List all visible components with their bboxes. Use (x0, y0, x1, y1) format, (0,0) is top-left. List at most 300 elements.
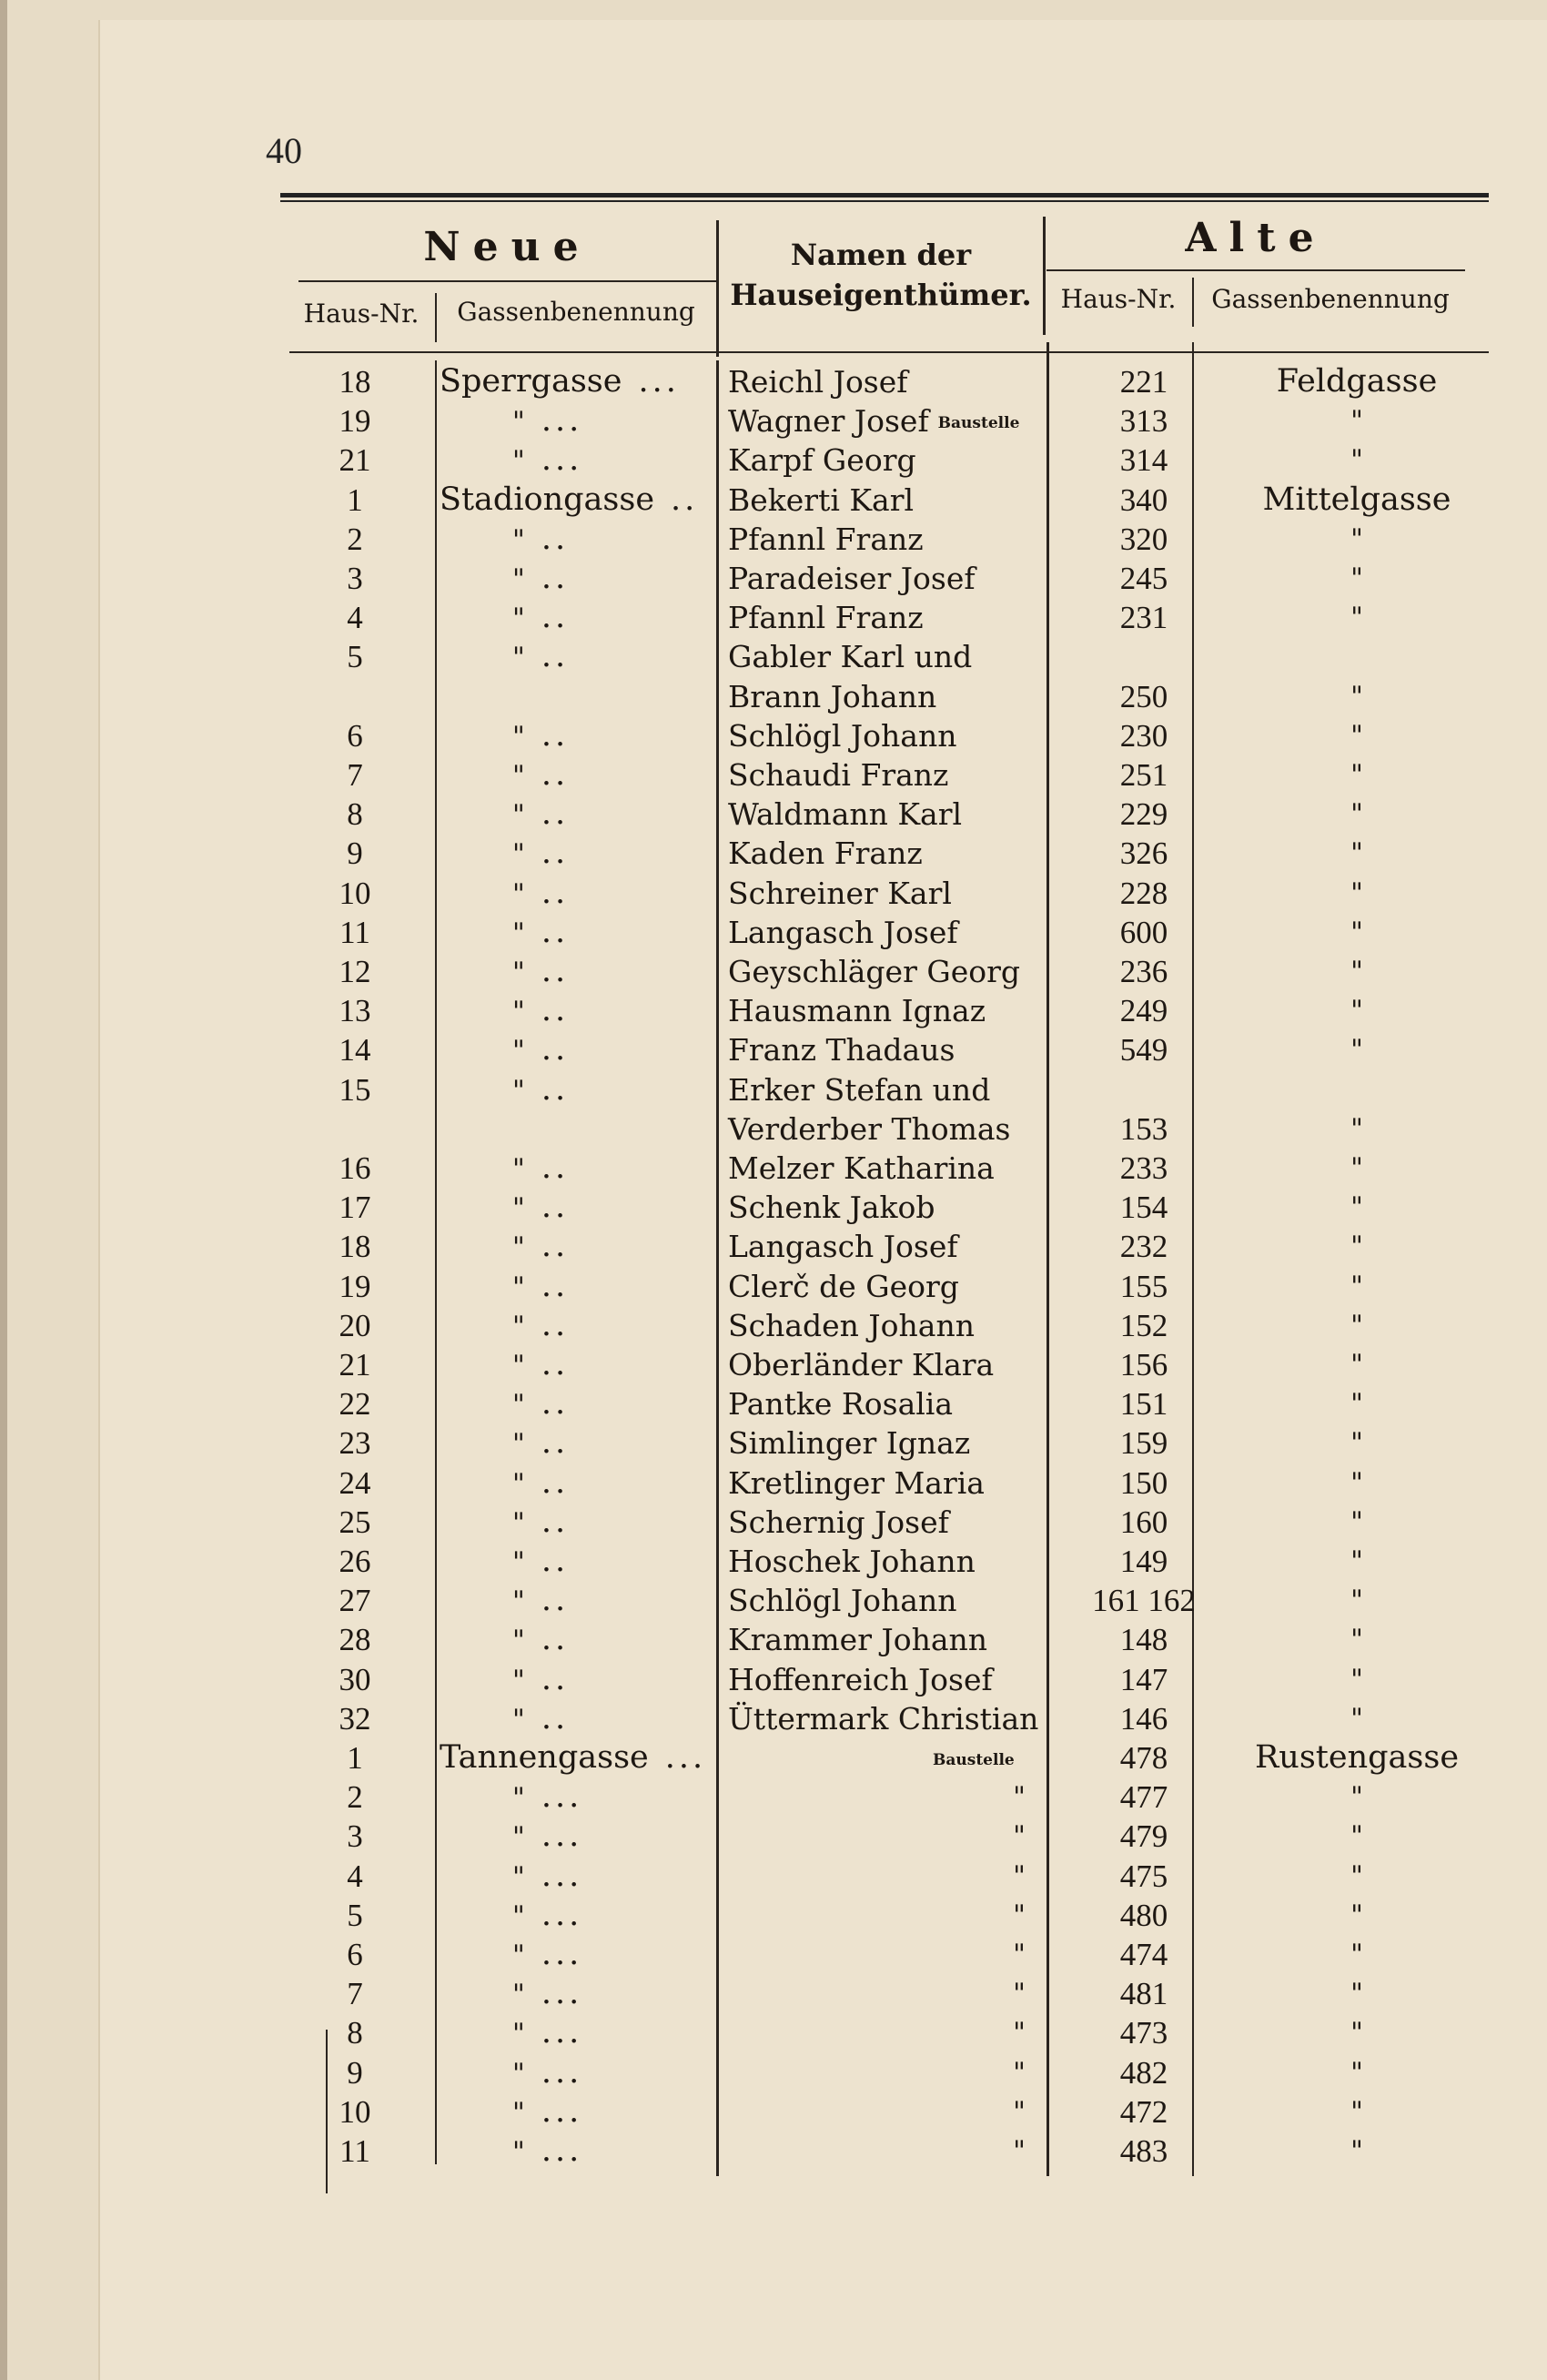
old-street-name: " (1350, 1152, 1363, 1184)
owner-cell (728, 637, 1056, 679)
leader-dots: ... (541, 1857, 583, 1894)
owner-name: Hoffenreich Josef (728, 1661, 993, 1697)
owner-ditto-mark: " (1013, 1978, 1026, 2010)
new-street-cell (440, 1857, 713, 1897)
leader-dots: .. (541, 795, 570, 833)
header-old-street: Gassenbenennung (1211, 284, 1450, 314)
table-row (0, 637, 1547, 676)
new-street-cell (440, 716, 713, 756)
old-street-name: " (1350, 719, 1363, 752)
new-street-cell (440, 795, 713, 835)
new-house-number: 30 (339, 1661, 371, 1697)
new-street-name: " (512, 917, 525, 949)
new-house-number: 12 (339, 954, 371, 989)
new-street-name: " (512, 642, 525, 674)
old-house-number: 474 (1119, 1937, 1168, 1972)
owner-name: Waldmann Karl (728, 796, 963, 833)
new-street-cell (440, 362, 713, 401)
new-street-cell (440, 677, 713, 716)
new-street-cell (440, 1738, 713, 1777)
table-row (0, 481, 1547, 520)
header-old-group: Alte (1185, 215, 1327, 261)
top-double-rule (280, 193, 1489, 202)
new-street-cell (440, 559, 713, 599)
new-house-number: 19 (339, 1268, 371, 1304)
leader-dots: .. (541, 1621, 570, 1658)
new-street-cell (440, 991, 713, 1031)
new-street-cell (440, 1345, 713, 1385)
owner-cell (728, 1503, 1056, 1544)
header-rule-new (298, 280, 716, 282)
old-house-number: 245 (1119, 561, 1168, 596)
table-row (0, 1306, 1547, 1345)
table-row (0, 1149, 1547, 1188)
old-street-name: " (1350, 522, 1363, 555)
new-street-cell (440, 1620, 713, 1660)
leader-dots: ... (541, 1778, 583, 1816)
new-street-cell (440, 1306, 713, 1346)
old-house-number: 475 (1119, 1858, 1168, 1894)
owner-name: Oberländer Klara (728, 1347, 995, 1382)
leader-dots: .. (541, 1306, 570, 1343)
header-rule-old (1046, 269, 1465, 271)
new-street-cell (440, 1188, 713, 1228)
table-row (0, 1620, 1547, 1659)
new-street-name: " (512, 603, 525, 635)
old-street-name: " (1350, 759, 1363, 791)
old-house-number: 481 (1119, 1976, 1168, 2012)
owner-name: Franz Thadaus (728, 1032, 956, 1068)
new-street-cell (440, 1542, 713, 1582)
table-row (0, 1227, 1547, 1266)
old-house-number: 314 (1119, 442, 1168, 479)
old-house-number: 146 (1119, 1700, 1168, 1737)
table-row (0, 1463, 1547, 1503)
new-street-name: " (512, 2057, 525, 2090)
table-row (0, 1777, 1547, 1817)
new-street-name: " (512, 1546, 525, 1578)
owner-cell (728, 874, 1056, 916)
old-house-number: 150 (1119, 1464, 1168, 1501)
old-street-name: " (1350, 1702, 1363, 1735)
owner-name: Schaudi Franz (728, 757, 949, 793)
leader-dots: ... (541, 2092, 583, 2130)
owner-ditto-mark: " (1013, 1939, 1026, 1970)
leader-dots: .. (541, 638, 570, 675)
owner-cell (728, 1384, 1056, 1426)
new-street-cell (440, 834, 713, 874)
new-house-number: 18 (339, 1229, 371, 1265)
old-house-number: 232 (1119, 1229, 1168, 1265)
old-house-number: 229 (1119, 796, 1168, 833)
leader-dots: .. (541, 1385, 570, 1423)
new-street-name: " (512, 1310, 525, 1342)
owner-cell (728, 1227, 1056, 1269)
old-house-number: 250 (1119, 678, 1168, 714)
table-row (0, 874, 1547, 913)
old-street-name: " (1350, 1624, 1363, 1656)
new-street-cell (440, 913, 713, 953)
new-street-cell (440, 441, 713, 481)
new-house-number: 10 (339, 875, 371, 911)
old-house-number: 236 (1119, 954, 1168, 989)
leader-dots: .. (541, 1582, 570, 1619)
new-house-number: 22 (339, 1386, 371, 1423)
new-street-name: Sperrgasse (440, 363, 622, 400)
owner-name: Schaden Johann (728, 1307, 975, 1343)
new-street-cell (440, 401, 713, 441)
table-row (0, 1935, 1547, 1974)
new-house-number: 7 (347, 757, 363, 793)
new-house-number: 14 (339, 1032, 371, 1068)
table-row (0, 1817, 1547, 1856)
old-house-number: 479 (1119, 1818, 1168, 1855)
old-street-name: " (1350, 1388, 1363, 1421)
owner-cell (728, 1070, 1056, 1112)
new-house-number: 2 (347, 521, 363, 557)
old-house-number: 161 162 (1092, 1583, 1196, 1619)
old-street-name: Rustengasse (1254, 1739, 1460, 1776)
owner-name: Pfannl Franz (728, 600, 924, 636)
new-house-number: 11 (339, 914, 370, 950)
leader-dots: .. (541, 756, 570, 793)
new-street-name: " (512, 1035, 525, 1068)
new-street-name: " (512, 1939, 525, 1971)
owner-cell (728, 520, 1056, 562)
old-street-name: " (1350, 876, 1363, 909)
owner-cell (728, 677, 1056, 719)
old-house-number: 482 (1119, 2054, 1168, 2091)
old-house-number: 152 (1119, 1307, 1168, 1343)
owner-name: Kaden Franz (728, 836, 923, 872)
old-street-name: " (1350, 2095, 1363, 2128)
new-street-cell (440, 1149, 713, 1189)
new-street-name: " (512, 1153, 525, 1185)
old-house-number: 228 (1119, 875, 1168, 911)
new-house-number: 20 (339, 1307, 371, 1343)
table-row (0, 520, 1547, 559)
old-street-name: " (1350, 2135, 1363, 2167)
table-row (0, 834, 1547, 873)
old-street-name: " (1350, 405, 1363, 438)
old-street-name: " (1350, 956, 1363, 987)
new-street-name: " (512, 1585, 525, 1618)
header-divider-owner-old (1043, 217, 1046, 335)
table-row (0, 913, 1547, 952)
owner-cell (728, 1542, 1056, 1584)
table-row (0, 1738, 1547, 1777)
old-street-name: " (1350, 1781, 1363, 1814)
old-street-name: " (1350, 1663, 1363, 1696)
new-street-name: " (512, 877, 525, 910)
old-street-name: " (1350, 1545, 1363, 1577)
new-house-number: 21 (339, 1347, 371, 1382)
old-street-name: " (1350, 1859, 1363, 1892)
new-house-number: 8 (347, 2015, 363, 2051)
owner-cell (728, 1345, 1056, 1387)
owner-name: Schernig Josef (728, 1504, 949, 1540)
new-house-number: 8 (347, 796, 363, 833)
new-street-name: " (512, 1428, 525, 1461)
table-row (0, 952, 1547, 991)
new-street-name: " (512, 1860, 525, 1893)
owner-name: Karpf Georg (728, 442, 916, 479)
old-house-number: 249 (1119, 993, 1168, 1029)
table-row (0, 2013, 1547, 2052)
old-street-name: " (1350, 680, 1363, 713)
new-house-number: 2 (347, 1779, 363, 1816)
leader-dots: .. (541, 874, 570, 911)
new-house-number: 10 (339, 2093, 371, 2130)
table-row (0, 991, 1547, 1030)
new-street-name: " (512, 838, 525, 871)
owner-name: Wagner Josef (728, 403, 929, 440)
header-owner-line2: Hauseigenthümer. (730, 278, 1032, 312)
leader-dots: ... (541, 1975, 583, 2012)
owner-name: Schenk Jakob (728, 1190, 935, 1226)
owner-cell (728, 1620, 1056, 1662)
new-street-name: " (512, 1389, 525, 1422)
new-street-cell (440, 1503, 713, 1543)
old-street-name: " (1350, 1270, 1363, 1302)
new-house-number: 4 (347, 600, 363, 636)
owner-name: Brann Johann (728, 678, 937, 714)
owner-cell (728, 1738, 1056, 1780)
owner-ditto-mark: " (1013, 2135, 1026, 2167)
leader-dots: ... (541, 2132, 583, 2169)
new-house-number: 6 (347, 1937, 363, 1972)
new-street-cell (440, 1974, 713, 2014)
owner-cell (728, 795, 1056, 836)
new-street-name: " (512, 1979, 525, 2011)
owner-name: Clerč de Georg (728, 1268, 959, 1304)
new-street-name: " (512, 563, 525, 595)
old-street-name: " (1350, 1939, 1363, 1970)
leader-dots: .. (541, 1346, 570, 1382)
leader-dots: .. (541, 992, 570, 1029)
table-row (0, 2092, 1547, 2132)
owner-name: Pantke Rosalia (728, 1386, 954, 1423)
leader-dots: .. (541, 560, 570, 596)
new-house-number: 11 (339, 2133, 370, 2169)
new-street-cell (440, 520, 713, 560)
leader-dots: .. (541, 599, 570, 636)
owner-cell (728, 755, 1056, 797)
old-house-number: 326 (1119, 836, 1168, 872)
new-house-number: 9 (347, 2054, 363, 2091)
new-street-cell (440, 2053, 713, 2093)
owner-name: Kretlinger Maria (728, 1464, 985, 1501)
table-row (0, 677, 1547, 716)
old-street-name: Feldgasse (1276, 363, 1438, 400)
leader-dots: .. (541, 1267, 570, 1304)
owner-cell (728, 1660, 1056, 1702)
table-row (0, 1109, 1547, 1149)
owner-name: Schlögl Johann (728, 717, 957, 754)
new-house-number: 32 (339, 1700, 371, 1737)
new-street-cell (440, 1817, 713, 1857)
new-street-cell (440, 598, 713, 638)
owner-cell (728, 1030, 1056, 1072)
old-street-name: " (1350, 1034, 1363, 1067)
old-street-name: Mittelgasse (1262, 481, 1451, 518)
owner-name: Krammer Johann (728, 1622, 988, 1658)
new-street-name: " (512, 1192, 525, 1225)
old-house-number: 478 (1119, 1740, 1168, 1776)
old-house-number: 149 (1119, 1544, 1168, 1579)
new-house-number: 21 (339, 442, 371, 479)
owner-cell (728, 1306, 1056, 1348)
owner-cell (728, 991, 1056, 1033)
leader-dots: ... (541, 2053, 583, 2091)
new-street-cell (440, 1699, 713, 1739)
page-number: 40 (266, 130, 302, 171)
table-row (0, 1660, 1547, 1699)
leader-dots: .. (541, 1543, 570, 1579)
owner-ditto-mark: " (1013, 1899, 1026, 1931)
table-row (0, 1503, 1547, 1542)
new-house-number: 5 (347, 639, 363, 675)
table-row (0, 598, 1547, 637)
new-street-name: " (512, 445, 525, 478)
header-divider-new-cols (435, 293, 437, 342)
table-row (0, 2132, 1547, 2171)
owner-cell (728, 1423, 1056, 1465)
table-row (0, 1896, 1547, 1935)
leader-dots: ... (664, 1739, 707, 1776)
old-street-name: " (1350, 2056, 1363, 2089)
owner-name: Gabler Karl und (728, 639, 973, 675)
table-row (0, 1699, 1547, 1738)
old-house-number: 221 (1119, 364, 1168, 400)
table-row (0, 1188, 1547, 1227)
table-row (0, 1857, 1547, 1896)
owner-cell (728, 913, 1056, 955)
owner-cell (728, 1188, 1056, 1230)
owner-ditto-mark: " (1013, 2017, 1026, 2050)
new-street-name: Tannengasse (440, 1739, 649, 1776)
new-street-name: " (512, 720, 525, 753)
new-street-name: " (512, 1821, 525, 1854)
table-row (0, 716, 1547, 755)
new-street-cell (440, 1423, 713, 1463)
old-street-name: " (1350, 1899, 1363, 1931)
new-street-cell (440, 1227, 713, 1267)
new-street-name: " (512, 1782, 525, 1815)
table-row (0, 401, 1547, 441)
owner-cell (728, 1581, 1056, 1623)
owner-cell (728, 559, 1056, 601)
old-street-name: " (1350, 1231, 1363, 1263)
old-street-name: " (1350, 1112, 1363, 1145)
owner-cell (728, 481, 1056, 522)
old-house-number: 473 (1119, 2015, 1168, 2051)
leader-dots: .. (541, 1503, 570, 1540)
header-new-group: Neue (423, 224, 592, 270)
new-house-number: 25 (339, 1504, 371, 1540)
leader-dots: .. (541, 1660, 570, 1697)
owner-name: Bekerti Karl (728, 481, 915, 518)
new-house-number: 27 (339, 1583, 371, 1619)
old-street-name: " (1350, 562, 1363, 594)
table-row (0, 1581, 1547, 1620)
leader-dots: ... (541, 441, 583, 479)
new-street-cell (440, 1384, 713, 1424)
new-house-number: 6 (347, 717, 363, 754)
old-house-number: 340 (1119, 481, 1168, 518)
owner-cell (728, 1699, 1056, 1741)
new-street-cell (440, 1463, 713, 1504)
new-house-number: 4 (347, 1858, 363, 1894)
new-street-cell (440, 2013, 713, 2053)
owner-cell (728, 401, 1056, 443)
header-new-house-no: Haus-Nr. (303, 299, 420, 329)
old-street-name: " (1350, 602, 1363, 634)
old-street-name: " (1350, 1505, 1363, 1538)
new-street-cell (440, 1267, 713, 1307)
new-street-cell (440, 1070, 713, 1110)
new-house-number: 9 (347, 836, 363, 872)
old-house-number: 155 (1119, 1268, 1168, 1304)
new-street-name: " (512, 996, 525, 1028)
owner-cell (728, 1267, 1056, 1309)
leader-dots: ... (541, 402, 583, 440)
owner-cell (728, 362, 1056, 404)
old-house-number: 154 (1119, 1190, 1168, 1226)
table-row (0, 1267, 1547, 1306)
owner-cell (728, 834, 1056, 876)
owner-ditto-mark: " (1013, 1859, 1026, 1892)
new-house-number: 26 (339, 1544, 371, 1579)
new-street-name: " (512, 957, 525, 988)
owner-name: Langasch Josef (728, 1229, 958, 1265)
table-row (0, 559, 1547, 598)
new-street-name: " (512, 1271, 525, 1303)
old-street-name: " (1350, 798, 1363, 831)
new-street-cell (440, 2132, 713, 2172)
table-row (0, 1030, 1547, 1069)
table-row (0, 1423, 1547, 1463)
old-house-number: 159 (1119, 1425, 1168, 1462)
leader-dots: ... (541, 1818, 583, 1855)
new-street-name: " (512, 1703, 525, 1736)
owner-cell (728, 441, 1056, 482)
new-street-name: " (512, 1350, 525, 1382)
table-row (0, 1070, 1547, 1109)
old-house-number: 313 (1119, 403, 1168, 440)
owner-name: Hoschek Johann (728, 1544, 976, 1579)
owner-name: Schlögl Johann (728, 1583, 957, 1619)
owner-name: Pfannl Franz (728, 521, 924, 557)
new-street-name: Stadiongasse (440, 481, 655, 518)
table-row (0, 1974, 1547, 2013)
owner-name: Paradeiser Josef (728, 561, 976, 596)
new-house-number: 18 (339, 364, 371, 400)
old-house-number: 160 (1119, 1504, 1168, 1540)
new-house-number: 1 (347, 481, 363, 518)
owner-name: Üttermark Christian (728, 1700, 1039, 1737)
table-row (0, 755, 1547, 795)
old-house-number: 148 (1119, 1622, 1168, 1658)
old-house-number: 147 (1119, 1661, 1168, 1697)
new-house-number: 13 (339, 993, 371, 1029)
new-street-name: " (512, 523, 525, 556)
owner-name: Schreiner Karl (728, 875, 952, 911)
new-street-name: " (512, 2096, 525, 2129)
new-street-cell (440, 2092, 713, 2132)
owner-name: Langasch Josef (728, 914, 958, 950)
leader-dots: .. (541, 1699, 570, 1737)
